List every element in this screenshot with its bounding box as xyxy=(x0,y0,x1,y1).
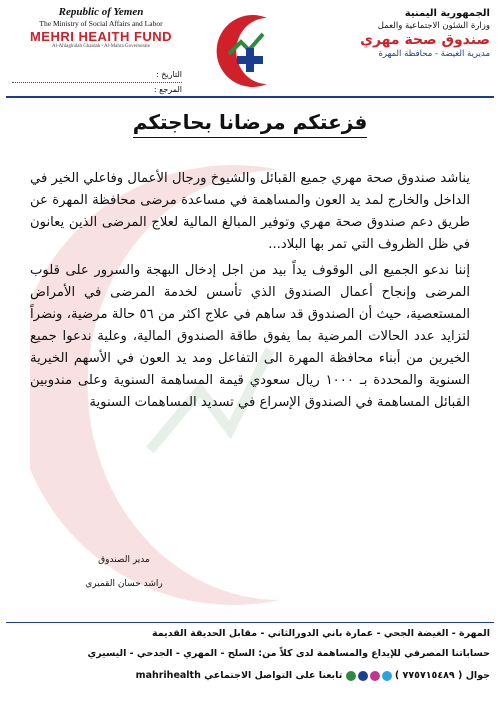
twitter-icon xyxy=(382,671,392,681)
social-icons xyxy=(346,671,392,681)
header-arabic-block xyxy=(320,8,490,59)
date-field: التاريخ : xyxy=(12,70,182,83)
ministry-ar: وزارة الشئون الاجتماعية والعمل xyxy=(377,21,490,31)
footer-phone: جوال ( ٧٧٥٧١٥٤٨٩ ) xyxy=(394,670,490,681)
footer-address: المهرة - الغيضة الجحي - عمارة باني الدورالثاني - مقابل الحديقة القديمة xyxy=(152,628,490,639)
paragraph-1: يناشد صندوق صحة مهري جميع القبائل والشيوخ ورجال الأعمال وفاعلي الخير في الداخل والخارج لمد يد العون والمساهمة في مساعدة مرضى محافظة المهرة عن طريق دعم صندوق صحة مهري وتوفير المبالغ المالية لعلاج المرضى الذين يعانون في ظل الظروف التي تمر بها البلاد... xyxy=(30,171,470,252)
fund-name-en: MEHRI HEAITH FUND xyxy=(29,29,173,44)
signature-name: راشد حسان القميري xyxy=(85,579,163,589)
whatsapp-icon xyxy=(346,671,356,681)
republic-en: Republic of Yemen xyxy=(58,6,144,18)
location-en: Al-Ahlaghidah Ghaidah - Al-Mahra Governorate xyxy=(51,44,151,49)
footer-divider xyxy=(6,622,494,623)
footer-social: تابعنا على التواصل الاجتماعي mahrihealth xyxy=(135,670,343,681)
letter-title-text: فزعتكم مرضانا بحاجتكم xyxy=(133,110,368,138)
republic-ar: الجمهورية اليمنية xyxy=(404,8,490,19)
branch-ar: مديرية الغيضة - محافظة المهرة xyxy=(378,49,490,59)
footer-accounts: حساباتنا المصرفي للإيداع والمساهمة لدى كلاً من: السلح - المهري - الجدحي - اليسيري xyxy=(87,648,490,659)
fund-name-ar: صندوق صحة مهري xyxy=(360,32,490,48)
instagram-icon xyxy=(370,671,380,681)
letter-body xyxy=(30,168,470,418)
footer-contact xyxy=(10,670,490,681)
signature-block xyxy=(64,548,184,596)
signature-role: مدير الصندوق xyxy=(98,555,150,565)
header-divider xyxy=(6,96,494,98)
facebook-icon xyxy=(358,671,368,681)
letter-title xyxy=(0,110,500,134)
fund-logo-icon xyxy=(207,10,287,92)
ref-field: المرجع : xyxy=(12,85,182,98)
paragraph-2: إننا ندعو الجميع الى الوقوف يداً بيد من اجل إدخال البهجة والسرور على قلوب المرضى وإنجاح أعمال الصندوق الذي تأسس لخدمة المرضى في الأمراض المستعصية، حيث أن الصندوق قد ساهم في علاج اكثر من ٥٦ حالة مرضية، ونضراً لتزايد عدد الحالات المرضية بما يفوق طاقة الصندوق المالية، وعلية ندعوا جميع الخيرين من أبناء محافظة المهرة الى التفاعل ومد يد العون في الأسهم الخيرية السنوية والمحددة بـ ١٠٠٠ ريال سعودي قيمة المساهمة السنوية وعلى مندوبين القبائل المساهمة في الصندوق الإسراع في تسديد المساهمات السنوية xyxy=(30,263,471,410)
header-english-block xyxy=(6,6,196,49)
ministry-en: The Ministry of Social Affairs and Labor xyxy=(39,19,163,28)
